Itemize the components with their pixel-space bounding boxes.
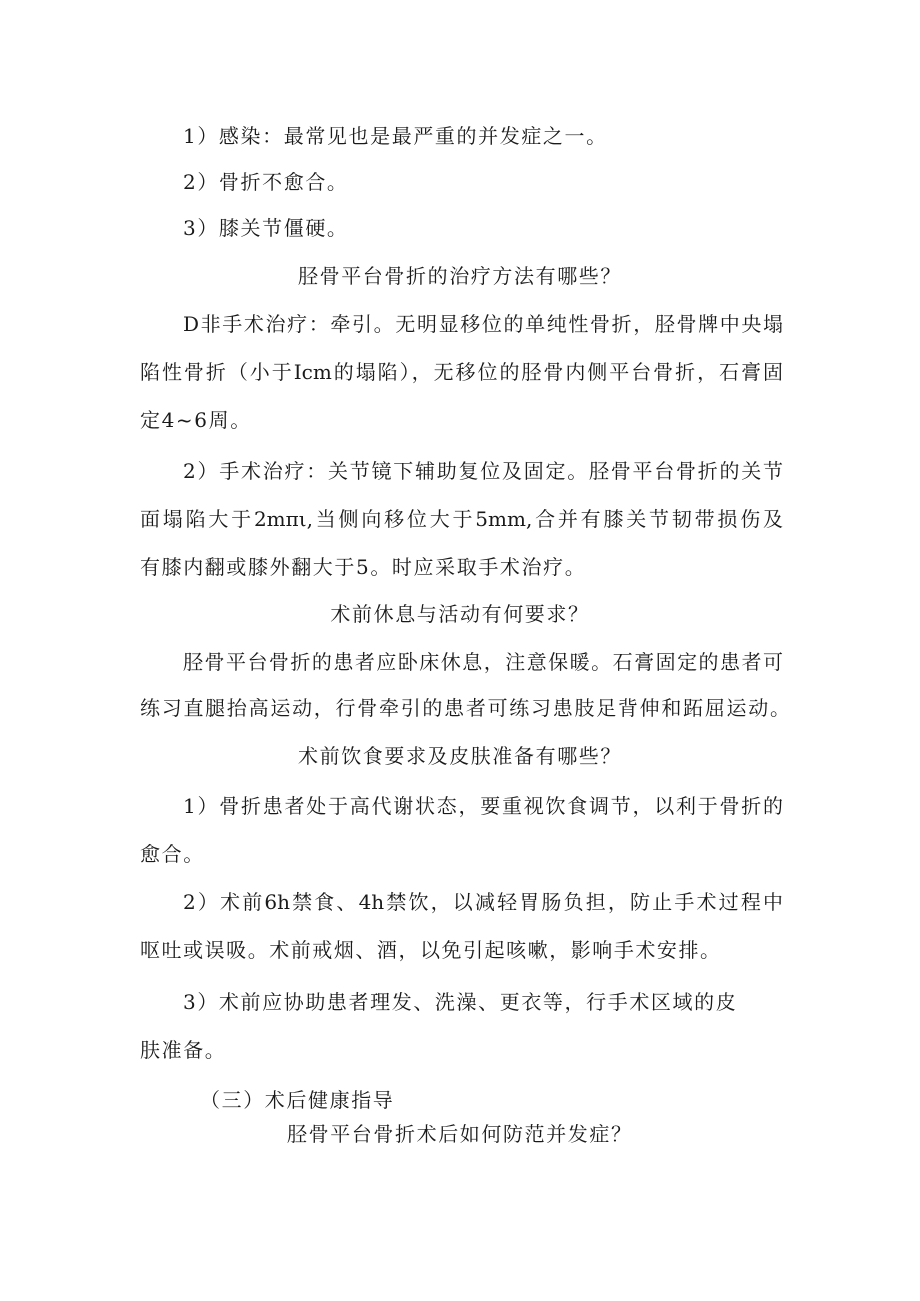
treatment-surgical-line-3: 有膝内翻或膝外翻大于5。时应采取手术治疗。: [140, 555, 587, 579]
treatment-heading: 胫骨平台骨折的治疗方法有哪些？: [298, 264, 622, 288]
postop-section-title: （三）术后健康指导: [200, 1088, 395, 1112]
preop-diet-item2-line-2: 呕吐或误吸。术前戒烟、酒，以免引起咳嗽，影响手术安排。: [140, 938, 720, 962]
complication-item-nonunion: 2）骨折不愈合。: [183, 170, 349, 194]
preop-diet-item2-line-1: 2）术前6h禁食、4h禁饮，以减轻胃肠负担，防止手术过程中: [183, 890, 783, 914]
preop-rest-line-2: 练习直腿抬高运动，行骨牵引的患者可练习患肢足背伸和跖屈运动。: [140, 696, 790, 720]
preop-diet-item1-line-1: 1）骨折患者处于高代谢状态，要重视饮食调节，以利于骨折的: [183, 794, 783, 818]
preop-diet-item3-line-1: 3）术前应协助患者理发、洗澡、更衣等，行手术区域的皮: [183, 990, 738, 1014]
complication-item-stiffness: 3）膝关节僵硬。: [183, 216, 349, 240]
treatment-surgical-line-2: 面塌陷大于2mπι,当侧向移位大于5mm,合并有膝关节韧带损伤及: [140, 507, 783, 531]
treatment-nonsurgical-line-2: 陷性骨折（小于Icm的塌陷），无移位的胫骨内侧平台骨折，石膏固: [140, 360, 783, 384]
preop-diet-item3-line-2: 肤准备。: [140, 1038, 227, 1062]
preop-diet-heading: 术前饮食要求及皮肤准备有哪些？: [298, 744, 622, 768]
treatment-nonsurgical-line-3: 定4~6周。: [140, 408, 252, 432]
preop-rest-heading: 术前休息与活动有何要求？: [330, 602, 590, 626]
preop-rest-line-1: 胫骨平台骨折的患者应卧床休息，注意保暖。石膏固定的患者可: [183, 650, 783, 674]
preop-diet-item1-line-2: 愈合。: [140, 842, 205, 866]
treatment-surgical-line-1: 2）手术治疗：关节镜下辅助复位及固定。胫骨平台骨折的关节: [183, 459, 783, 483]
complication-item-infection: 1）感染：最常见也是最严重的并发症之一。: [183, 124, 608, 148]
postop-heading: 胫骨平台骨折术后如何防范并发症？: [287, 1122, 633, 1146]
treatment-nonsurgical-line-1: D非手术治疗：牵引。无明显移位的单纯性骨折，胫骨牌中央塌: [183, 312, 783, 336]
